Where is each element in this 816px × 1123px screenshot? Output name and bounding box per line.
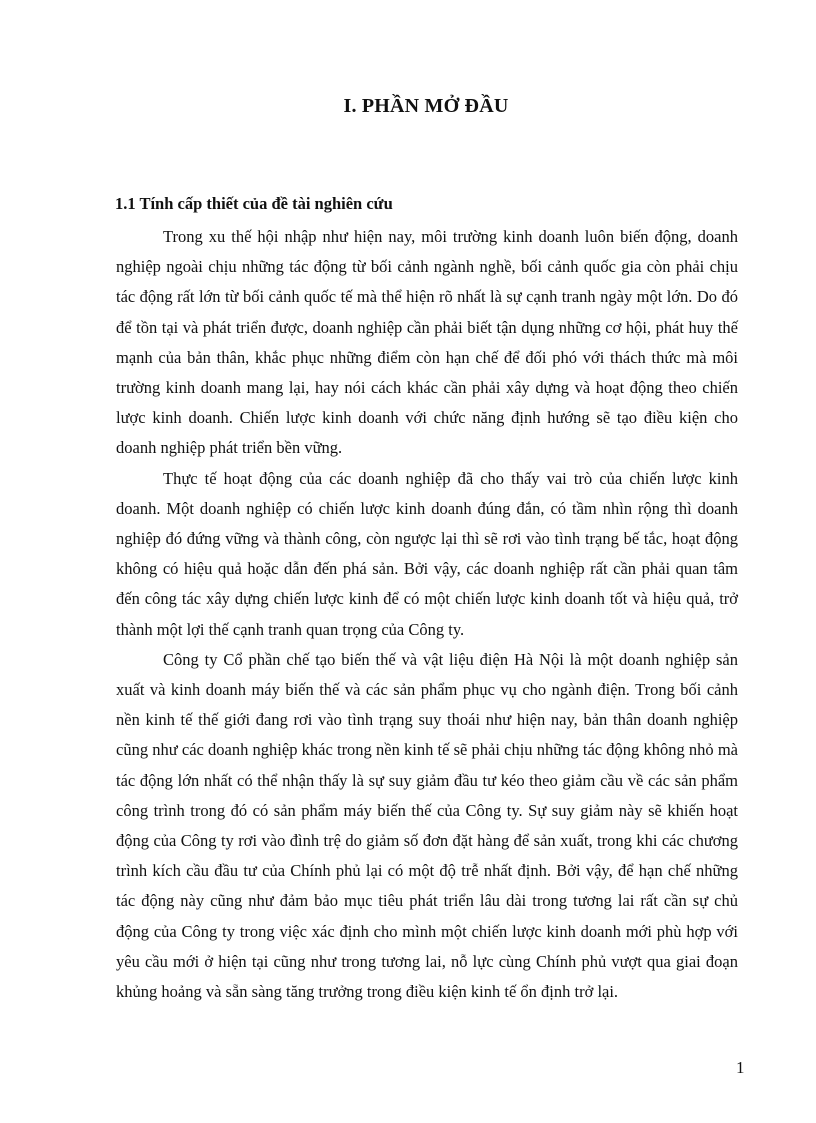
paragraph: Công ty Cổ phần chế tạo biến thế và vật liệu điện Hà Nội là một doanh nghiệp sản xuất và kinh doanh máy biến thế và các sản phẩm phục vụ cho ngành điện. Trong bối cảnh nền kinh tế thế giới đang rơi vào tình trạng suy thoái như hiện nay, bản thân doanh nghiệp cũng như các doanh nghiệp khác trong nền kinh tế sẽ phải chịu những tác động không nhỏ mà tác động lớn nhất có thể nhận thấy là sự suy giảm đầu tư kéo theo giảm cầu về các sản phẩm công trình trong đó có sản phẩm máy biến thế của Công ty. Sự suy giảm này sẽ khiến hoạt động của Công ty rơi vào đình trệ do giảm số đơn đặt hàng để sản xuất, trong khi các chương trình kích cầu đầu tư của Chính phủ lại có một độ trễ nhất định. Bởi vậy, để hạn chế những tác động này cũng như đảm bảo mục tiêu phát triển lâu dài trong tương lai rất cần sự chủ động của Công ty trong việc xác định cho mình một chiến lược kinh doanh mới phù hợp với yêu cầu mới ở hiện tại cũng như trong tương lai, nỗ lực cùng Chính phủ vượt qua giai đoạn khủng hoảng và sẵn sàng tăng trưởng trong điều kiện kinh tế ổn định trở lại.	[116, 649, 738, 1002]
chapter-title: I. PHẦN MỞ ĐẦU	[343, 95, 509, 117]
section-heading: 1.1 Tính cấp thiết của đề tài nghiên cứu	[115, 194, 393, 213]
body-text	[116, 222, 738, 1007]
paragraph: Thực tế hoạt động của các doanh nghiệp đã cho thấy vai trò của chiến lược kinh doanh. Một doanh nghiệp có chiến lược kinh doanh đúng đắn, có tầm nhìn rộng thì doanh nghiệp đó đứng vững và thành công, còn ngược lại thì sẽ rơi vào tình trạng bế tắc, hoạt động không có hiệu quả hoặc dẫn đến phá sản. Bởi vậy, các doanh nghiệp rất cần phải quan tâm đến công tác xây dựng chiến lược kinh để có một chiến lược kinh doanh tốt và hiệu quả, trở thành một lợi thế cạnh tranh quan trọng của Công ty.	[116, 468, 738, 639]
paragraph: Trong xu thế hội nhập như hiện nay, môi trường kinh doanh luôn biến động, doanh nghiệp ngoài chịu những tác động từ bối cảnh ngành nghề, bối cảnh quốc gia còn phải chịu tác động rất lớn từ bối cảnh quốc tế mà thể hiện rõ nhất là sự cạnh tranh ngày một lớn. Do đó để tồn tại và phát triển được, doanh nghiệp cần phải biết tận dụng những cơ hội, phát huy thế mạnh của bản thân, khắc phục những điểm còn hạn chế để đối phó với thách thức mà môi trường kinh doanh mang lại, hay nói cách khác cần phải xây dựng và hoạt động theo chiến lược kinh doanh. Chiến lược kinh doanh với chức năng định hướng sẽ tạo điều kiện cho doanh nghiệp phát triển bền vững.	[116, 227, 738, 458]
page-number: 1	[736, 1058, 745, 1077]
